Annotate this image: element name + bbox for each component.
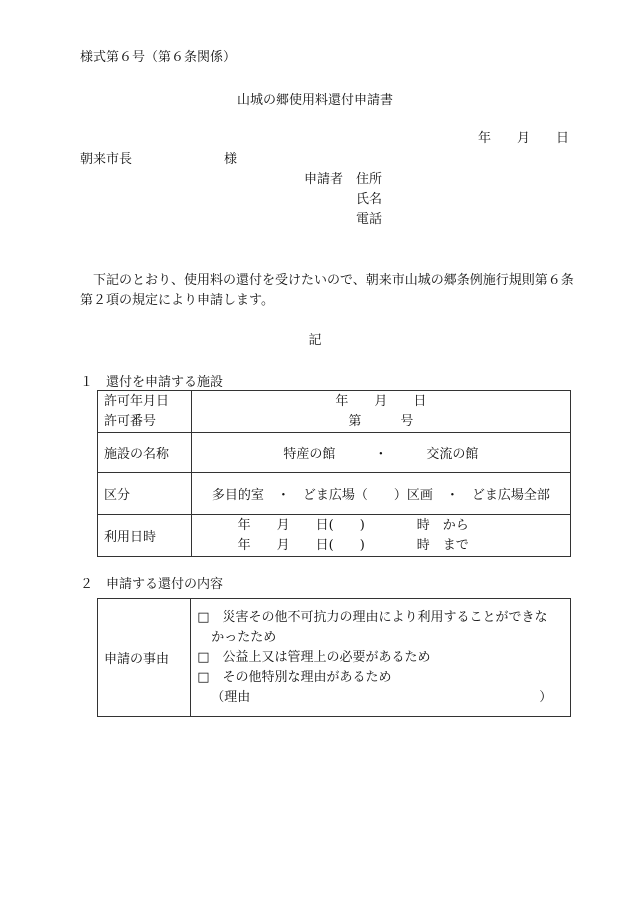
section1-heading: １ 還付を申請する施設 (80, 375, 224, 390)
facility-table (97, 390, 571, 557)
category-value[interactable]: 多目的室 ・ どま広場（ ）区画 ・ どま広場全部 (191, 473, 570, 515)
applicant-address-label: 住所 (356, 172, 383, 187)
applicant-label: 申請者 (304, 172, 344, 187)
honorific: 様 (224, 152, 238, 167)
usage-values-cell (191, 515, 570, 557)
reason-open-paren: （理由 (211, 689, 251, 705)
permit-row (98, 391, 571, 433)
usage-row (98, 515, 571, 557)
category-label: 区分 (98, 473, 192, 515)
reason-detail-line[interactable] (197, 688, 570, 708)
reason-label: 申請の事由 (98, 599, 191, 717)
usage-from-value[interactable]: 年 月 日( ) 時 から (237, 517, 469, 533)
usage-label: 利用日時 (98, 515, 192, 557)
reason-option-public[interactable]: □ 公益上又は管理上の必要があるため (197, 649, 431, 665)
form-number: 様式第６号（第６条関係） (80, 50, 237, 65)
permit-number-label: 許可番号 (104, 413, 157, 429)
permit-date-label: 許可年月日 (104, 393, 170, 409)
applicant-name-label: 氏名 (356, 192, 383, 207)
body-text-line1: 下記のとおり、使用料の還付を受けたいので、朝来市山城の郷条例施行規則第６条 (93, 273, 574, 288)
facility-name-label: 施設の名称 (98, 433, 192, 473)
facility-row (98, 433, 571, 473)
applicant-phone-label: 電話 (356, 212, 383, 227)
facility-name-value[interactable]: 特産の館 ・ 交流の館 (191, 433, 570, 473)
reason-option-other[interactable]: □ その他特別な理由があるため (197, 669, 392, 685)
addressee: 朝来市長 (80, 152, 133, 167)
reason-options-cell (191, 599, 571, 717)
usage-to-value[interactable]: 年 月 日( ) 時 まで (237, 537, 469, 553)
permit-values-cell (191, 391, 570, 433)
reason-table (97, 598, 571, 717)
permit-labels-cell (98, 391, 192, 433)
reason-close-paren: ） (539, 689, 553, 705)
body-text-line2: 第２項の規定により申請します。 (80, 293, 274, 308)
reason-option-disaster[interactable]: □ 災害その他不可抗力の理由により利用することができな (197, 609, 548, 625)
permit-number-value[interactable]: 第 号 (348, 413, 414, 429)
category-row (98, 473, 571, 515)
section2-heading: ２ 申請する還付の内容 (80, 577, 224, 592)
ki-marker: 記 (308, 333, 322, 348)
permit-date-value[interactable]: 年 月 日 (335, 393, 427, 409)
reason-row (98, 599, 571, 717)
reason-option-disaster-cont: かったため (211, 629, 277, 645)
date-line: 年 月 日 (478, 131, 570, 146)
form-title: 山城の郷使用料還付申請書 (236, 93, 393, 108)
